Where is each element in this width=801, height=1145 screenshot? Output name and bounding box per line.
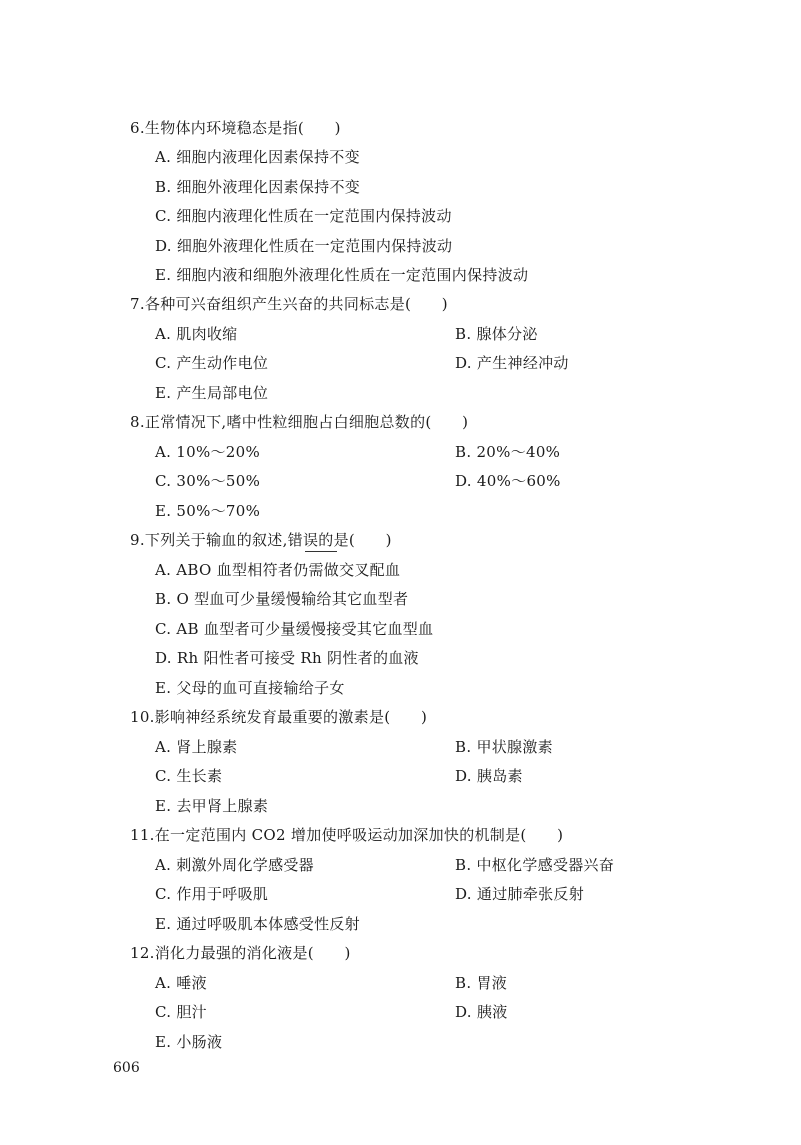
- question-11-option-b: B. 中枢化学感受器兴奋: [455, 856, 615, 874]
- question-9-option-b: B. O 型血可少量缓慢输给其它血型者: [155, 590, 409, 608]
- question-10-option-e: E. 去甲肾上腺素: [155, 797, 269, 815]
- question-6-option-a: A. 细胞内液理化因素保持不变: [155, 148, 360, 166]
- question-9-option-c: C. AB 血型者可少量缓慢接受其它血型血: [155, 620, 434, 638]
- question-6-option-b: B. 细胞外液理化因素保持不变: [155, 178, 361, 196]
- question-7-option-e: E. 产生局部电位: [155, 384, 269, 402]
- question-8-option-b: B. 20%～40%: [455, 443, 561, 461]
- question-12-option-c: C. 胆汁: [155, 1003, 207, 1021]
- question-11-option-c: C. 作用于呼吸肌: [155, 885, 269, 903]
- question-8-stem: 8.正常情况下,嗜中性粒细胞占白细胞总数的( ): [130, 413, 469, 431]
- question-9-option-d: D. Rh 阳性者可接受 Rh 阴性者的血液: [155, 649, 419, 667]
- question-12-stem: 12.消化力最强的消化液是( ): [130, 944, 351, 962]
- question-8-option-d: D. 40%～60%: [455, 472, 561, 490]
- question-11-option-e: E. 通过呼吸肌本体感受性反射: [155, 915, 360, 933]
- question-11-stem: 11.在一定范围内 CO2 增加使呼吸运动加深加快的机制是( ): [130, 826, 564, 844]
- question-12-option-a: A. 唾液: [155, 974, 207, 992]
- question-9-option-e: E. 父母的血可直接输给子女: [155, 679, 345, 697]
- question-9-stem: 9.下列关于输血的叙述,错误的是( ): [130, 531, 392, 549]
- question-10-stem: 10.影响神经系统发育最重要的激素是( ): [130, 708, 428, 726]
- question-7-option-c: C. 产生动作电位: [155, 354, 269, 372]
- question-9-option-a: A. ABO 血型相符者仍需做交叉配血: [155, 561, 401, 579]
- question-10-option-a: A. 肾上腺素: [155, 738, 238, 756]
- question-6-option-d: D. 细胞外液理化性质在一定范围内保持波动: [155, 237, 453, 255]
- question-10-option-b: B. 甲状腺激素: [455, 738, 553, 756]
- question-12-option-d: D. 胰液: [455, 1003, 508, 1021]
- page-number: 606: [113, 1060, 140, 1076]
- question-10-option-c: C. 生长素: [155, 767, 223, 785]
- question-7-option-d: D. 产生神经冲动: [455, 354, 569, 372]
- question-10-option-d: D. 胰岛素: [455, 767, 523, 785]
- question-12-option-b: B. 胃液: [455, 974, 508, 992]
- question-6-option-e: E. 细胞内液和细胞外液理化性质在一定范围内保持波动: [155, 266, 529, 284]
- question-6-stem: 6.生物体内环境稳态是指( ): [130, 119, 341, 137]
- question-8-option-e: E. 50%～70%: [155, 502, 261, 520]
- question-8-option-a: A. 10%～20%: [155, 443, 261, 461]
- question-8-option-c: C. 30%～50%: [155, 472, 261, 490]
- question-7-stem: 7.各种可兴奋组织产生兴奋的共同标志是( ): [130, 295, 448, 313]
- question-11-option-d: D. 通过肺牵张反射: [455, 885, 585, 903]
- question-6-option-c: C. 细胞内液理化性质在一定范围内保持波动: [155, 207, 452, 225]
- question-11-option-a: A. 刺激外周化学感受器: [155, 856, 314, 874]
- question-7-option-a: A. 肌肉收缩: [155, 325, 238, 343]
- question-12-option-e: E. 小肠液: [155, 1033, 223, 1051]
- question-7-option-b: B. 腺体分泌: [455, 325, 538, 343]
- emphasis-underline: [305, 551, 337, 552]
